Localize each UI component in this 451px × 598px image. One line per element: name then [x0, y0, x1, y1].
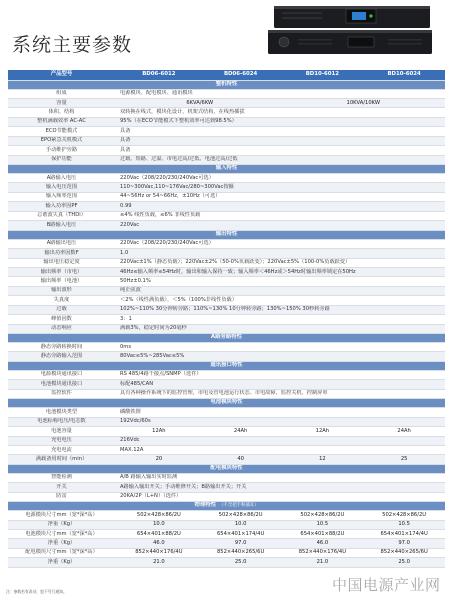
spec-label: 充电电压: [51, 437, 72, 444]
spec-cell: 502×428×86/2U: [136, 511, 181, 518]
spec-row: [8, 427, 445, 436]
spec-value: 具有各种操作系统下的监控管理，市电及管电池运行状态、市电故障、监控关机、控制屏单: [120, 390, 328, 397]
section-title: [8, 502, 445, 510]
spec-cell: 852×440×176/4U: [135, 549, 183, 556]
spec-cell: 10.0: [234, 521, 247, 528]
spec-label: 过载: [56, 306, 67, 313]
spec-row: [8, 455, 445, 464]
spec-label: 配电模块尺寸mm（宽*深*高）: [25, 549, 98, 556]
spec-value: 双转换在线式，模块化设计，机架式结构，在线热插拔: [120, 108, 245, 115]
spec-label: A路输出电压: [46, 240, 77, 247]
section-title-text: 输入特性: [215, 165, 238, 172]
section-header: [8, 502, 445, 511]
page-title: 系统主要参数: [12, 34, 133, 56]
spec-label: ECO节能模式: [45, 127, 78, 134]
spec-cell: 654×401×174/4U: [217, 530, 265, 537]
spec-row: [8, 240, 445, 249]
spec-label: 整机满载效率 AC-AC: [37, 118, 86, 125]
spec-label: 净重（Kg）: [47, 521, 76, 528]
spec-row: [8, 558, 445, 567]
spec-cell: 21.0: [316, 558, 329, 565]
header-label: 产品型号: [50, 71, 73, 78]
spec-row: [8, 137, 445, 146]
spec-row: [8, 221, 445, 230]
spec-row: [8, 287, 445, 296]
spec-label: 电源模块通讯接口: [40, 371, 83, 378]
section-title-text: 物理特性: [194, 502, 217, 509]
spec-value: ＜2%（线性满负载），＜5%（100%非线性负载）: [120, 296, 237, 303]
ups-rack-product-image: [268, 4, 432, 56]
spec-row: [8, 493, 445, 502]
spec-label: 电池容量: [51, 427, 72, 434]
spec-row: [8, 315, 445, 324]
spec-cell: 852×440×176/4U: [298, 549, 346, 556]
spec-value: 1.0: [120, 249, 129, 256]
spec-label: 静态旁路输入范围: [40, 353, 83, 360]
spec-row: [8, 474, 445, 483]
spec-value: 216Vdc: [120, 437, 140, 444]
spec-value: 0ms: [120, 343, 132, 350]
page-header: [0, 0, 451, 66]
spec-value: 满载3%，稳定时间为20毫秒: [120, 325, 187, 332]
spec-value: RS 485/4路干接点/SNMP（选件）: [120, 371, 202, 378]
spec-cell: 25.0: [398, 558, 410, 565]
spec-row: [8, 325, 445, 334]
spec-value: 46Hz≤输入频率≤54Hz时，输出和输入保持一致；输入频率＜46Hz或＞54Hz时输出频率锁定在50Hz: [120, 268, 356, 275]
spec-value: 过载、短路、过温、市电过高/过低、电池过高/过低: [120, 156, 238, 163]
spec-value: 具备: [120, 146, 131, 153]
spec-label: 满载备用时间（min）: [35, 455, 88, 462]
spec-cell: 654×401×88/2U: [136, 530, 181, 537]
spec-row: [8, 99, 445, 108]
section-header: [8, 81, 445, 90]
spec-row: [8, 483, 445, 492]
spec-label: 手动维护旁路: [45, 146, 78, 153]
spec-label: 防雷: [56, 493, 67, 500]
spec-label: 容量: [56, 99, 67, 106]
spec-row: [8, 183, 445, 192]
spec-row: [8, 343, 445, 352]
spec-label: 输出电压稳定度: [43, 259, 80, 266]
section-header: [8, 165, 445, 174]
spec-value: 具备: [120, 137, 131, 144]
spec-row: [8, 202, 445, 211]
spec-row: [8, 521, 445, 530]
spec-row: [8, 259, 445, 268]
section-title-note: （不含把手和插耳）: [219, 502, 259, 508]
spec-value: 标配485/CAN: [120, 380, 154, 387]
spec-label: 电池模块尺寸mm（宽*深*高）: [25, 530, 98, 537]
spec-cell: 502×428×86/2U: [382, 511, 427, 518]
spec-value: 20KA/2P（L+N）（选件）: [120, 493, 182, 500]
spec-cell: 10.0: [153, 521, 165, 528]
spec-row: [8, 156, 445, 165]
footnote: 注：参数若有改动，恕不另行通知。: [6, 589, 67, 594]
spec-cell: 40: [237, 455, 244, 462]
spec-row: [8, 268, 445, 277]
section-title: [8, 362, 445, 370]
spec-row: [8, 446, 445, 455]
spec-value: 50Hz±0.1%: [120, 277, 151, 284]
spec-row: [8, 380, 445, 389]
spec-label: 组成: [56, 90, 67, 97]
section-title-text: 电池模块特性: [210, 399, 243, 406]
spec-value: A路输入输出开关；手动维修开关；B路输出开关；开关: [120, 483, 247, 490]
model-name: BD10-6012: [305, 71, 340, 78]
spec-row: [8, 371, 445, 380]
spec-value: 110~300Vac,110~176Vac/280~300Vac按额: [120, 184, 234, 191]
section-title: [8, 165, 445, 173]
spec-value: 220Vac（208/220/230/240Vac可选）: [120, 174, 214, 181]
spec-cell: 654×401×88/2U: [300, 530, 345, 537]
spec-cell: 46.0: [316, 540, 329, 547]
spec-cell: 10.5: [398, 521, 410, 528]
spec-table: [8, 70, 445, 568]
spec-label: 体积、结构: [48, 108, 75, 115]
section-header: [8, 334, 445, 343]
spec-value: 102%~110% 30分钟转旁路；110%~130% 10分钟转旁路；130%~150% 30秒转旁路: [120, 306, 330, 313]
spec-value: 44~56Hz or 54~66Hz，±10Hz（可选）: [120, 193, 221, 200]
spec-label: 输出频率（市电）: [40, 268, 83, 275]
spec-row: [8, 174, 445, 183]
section-title: [8, 81, 445, 89]
spec-row: [8, 108, 445, 117]
spec-row: [8, 549, 445, 558]
spec-row: [8, 249, 445, 258]
spec-cell: 502×428×86/2U: [218, 511, 263, 518]
spec-cell: 46.0: [153, 540, 165, 547]
spec-row: [8, 277, 445, 286]
spec-label: 智能检测: [51, 474, 72, 481]
spec-cell: 6KVA/6KW: [186, 99, 214, 106]
spec-value: 纯正弦波: [120, 287, 141, 294]
spec-label: 保护功能: [51, 156, 72, 163]
spec-cell: 20: [155, 455, 163, 462]
spec-cell: 25: [400, 455, 408, 462]
spec-label: 开关: [56, 483, 67, 490]
spec-label: 失真度: [53, 296, 70, 303]
section-header: [8, 362, 445, 371]
spec-cell: 12: [319, 455, 326, 462]
spec-cell: 502×428×86/2U: [300, 511, 345, 518]
spec-row: [8, 193, 445, 202]
spec-row: [8, 418, 445, 427]
spec-label: 动态响应: [51, 325, 72, 332]
spec-label: 电池模块类型: [45, 408, 78, 415]
spec-cell: 12Ah: [315, 427, 330, 434]
section-title-text: 配电模块特性: [210, 465, 243, 472]
spec-cell: 25.0: [234, 558, 247, 565]
spec-label: 输出波形: [51, 287, 72, 294]
section-title: [8, 399, 445, 407]
spec-value: 电源模块、配电模块、通讯模块: [120, 90, 193, 97]
spec-value: 220Vac: [120, 221, 140, 228]
spec-label: 输出频率（电池）: [40, 277, 83, 284]
spec-cell: 12Ah: [152, 427, 166, 434]
section-header: [8, 399, 445, 408]
spec-label: B路输入电压: [46, 221, 77, 228]
spec-cell: 97.0: [234, 540, 247, 547]
spec-value: 95%（在ECO节能模式下整机效率可达到98.5%）: [120, 118, 237, 125]
section-title: [8, 231, 445, 239]
spec-value: 220Vac（208/220/230/240Vac可选）: [120, 240, 214, 247]
spec-value: 192Vdc/60s: [120, 418, 151, 425]
spec-label: 净重（Kg）: [47, 540, 76, 547]
spec-value: 3：1: [120, 315, 132, 322]
watermark: 中国电源产业网: [332, 576, 441, 594]
spec-label: 电源模块尺寸mm（宽*深*高）: [25, 511, 98, 518]
spec-cell: 97.0: [398, 540, 410, 547]
spec-value: A/B 路输入输出实时监测: [120, 474, 178, 481]
spec-row: [8, 212, 445, 221]
spec-cell: 852×440×265/6U: [380, 549, 428, 556]
spec-cell: 852×440×265/6U: [217, 549, 265, 556]
model-name: BD10-6024: [387, 71, 421, 78]
section-title: [8, 334, 445, 342]
spec-row: [8, 90, 445, 99]
spec-label: 输入功率因PF: [45, 202, 78, 209]
section-title-text: A路旁路特性: [210, 334, 243, 341]
model-name: BD06-6024: [223, 71, 258, 78]
spec-cell: 21.0: [153, 558, 165, 565]
spec-row: [8, 127, 445, 136]
spec-value: 磷酸铁锂: [120, 408, 141, 415]
spec-cell: 10.5: [316, 521, 329, 528]
spec-row: [8, 118, 445, 127]
spec-value: MAX.12A: [120, 446, 144, 453]
spec-label: 充电电流: [51, 446, 72, 453]
spec-label: 输入频率范围: [45, 193, 78, 200]
spec-label: 电池模块通讯接口: [40, 380, 83, 387]
spec-row: [8, 511, 445, 520]
table-header-row: [8, 70, 445, 81]
spec-cell: 24Ah: [233, 427, 248, 434]
spec-label: 净重（Kg）: [47, 558, 76, 565]
spec-row: [8, 530, 445, 539]
spec-label: 监控软件: [51, 390, 72, 397]
spec-value: 具备: [120, 127, 131, 134]
spec-row: [8, 306, 445, 315]
section-title-text: 整机特性: [215, 80, 238, 87]
model-name: BD06-6012: [142, 71, 176, 78]
spec-label: EPO紧急关机模式: [40, 137, 83, 144]
spec-label: 静态旁路转换时间: [40, 343, 83, 350]
spec-label: 总谐波失真（THDi）: [37, 212, 86, 219]
spec-label: 输出功率因数F: [44, 249, 79, 256]
spec-cell: 10KVA/10KW: [346, 99, 380, 106]
spec-value: 220Vac±1%（静态负载）；220Vac±2%（50-0%负载跃变）；220Vac±5%（100-0%负载跃变）: [120, 259, 351, 266]
spec-row: [8, 437, 445, 446]
section-title: [8, 465, 445, 473]
spec-row: [8, 352, 445, 361]
spec-label: A路输入电压: [46, 174, 77, 181]
section-header: [8, 465, 445, 474]
spec-cell: 24Ah: [397, 427, 411, 434]
spec-cell: 654×401×174/4U: [380, 530, 428, 537]
spec-label: 电池标称电压/电芯数: [37, 418, 86, 425]
spec-row: [8, 390, 445, 399]
spec-row: [8, 146, 445, 155]
section-title-text: 通讯接口特性: [210, 362, 243, 369]
spec-row: [8, 408, 445, 417]
spec-label: 峰值因数: [51, 315, 72, 322]
spec-value: 0.99: [120, 202, 132, 209]
spec-row: [8, 296, 445, 305]
spec-value: ≤4% 线性负载，≤6% 非线性负载: [120, 212, 201, 219]
spec-value: 80Vac≤5%~285Vac≤5%: [120, 353, 185, 360]
spec-row: [8, 539, 445, 548]
section-title-text: 输出特性: [215, 230, 238, 237]
section-header: [8, 231, 445, 240]
spec-label: 输入电压范围: [45, 184, 78, 191]
